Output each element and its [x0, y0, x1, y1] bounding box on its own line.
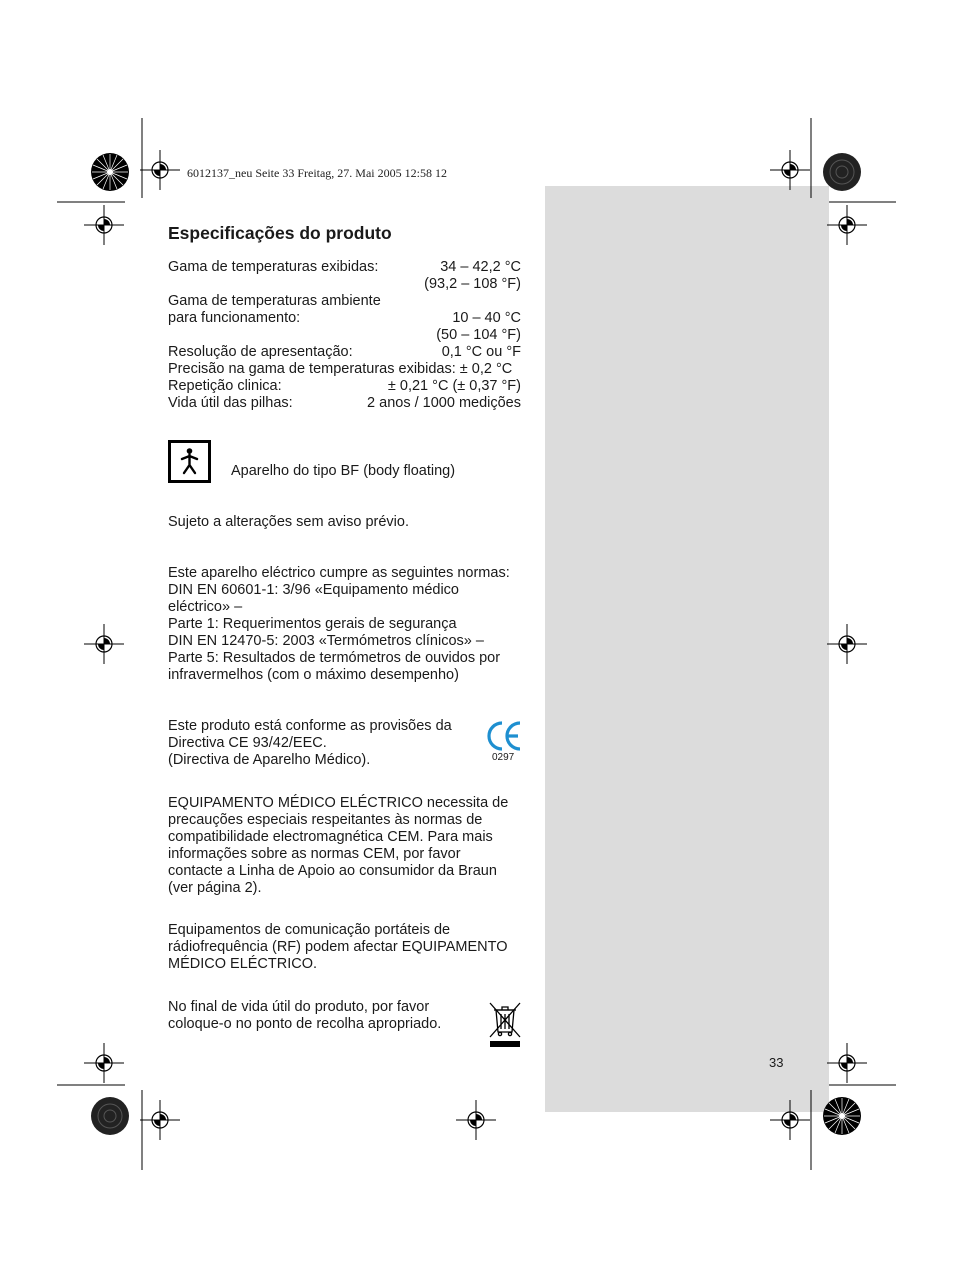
- spec-value: 10 – 40 °C: [452, 310, 521, 326]
- print-slug: 6012137_neu Seite 33 Freitag, 27. Mai 2005 12:58 12: [187, 166, 447, 180]
- paragraph-line: Equipamentos de comunicação portáteis de: [168, 922, 451, 938]
- spec-row: [168, 361, 521, 378]
- paragraph-line: Parte 1: Requerimentos gerais de segurança: [168, 616, 457, 632]
- paragraph-line: Este produto está conforme as provisões da: [168, 718, 452, 734]
- registration-mark-icon: [140, 150, 180, 190]
- spec-value: ± 0,21 °C (± 0,37 °F): [387, 378, 521, 394]
- paragraph-line: (Directiva de Aparelho Médico).: [168, 752, 371, 768]
- spec-label: Resolução de apresentação:: [168, 344, 353, 360]
- paragraph-line: DIN EN 12470-5: 2003 «Termómetros clínicos» –: [168, 633, 484, 649]
- paragraph-line: rádiofrequência (RF) podem afectar EQUIPAMENTO: [168, 939, 508, 955]
- color-bar-wheel-icon: [822, 1096, 862, 1136]
- color-bar-wheel-icon: [90, 152, 130, 192]
- registration-mark-icon: [770, 1100, 810, 1140]
- spec-row: [168, 310, 521, 327]
- registration-mark-icon: [84, 205, 124, 245]
- rf-paragraph: [168, 922, 508, 973]
- change-notice: Sujeto a alterações sem aviso prévio.: [168, 514, 409, 530]
- paragraph-line: contacte a Linha de Apoio ao consumidor da Braun: [168, 863, 497, 879]
- spec-row: [168, 378, 521, 395]
- registration-mark-icon: [827, 205, 867, 245]
- paragraph-line: EQUIPAMENTO MÉDICO ELÉCTRICO necessita de: [168, 795, 509, 811]
- paragraph-line: DIN EN 60601-1: 3/96 «Equipamento médico: [168, 582, 459, 598]
- spec-value: (93,2 – 108 °F): [424, 276, 521, 292]
- spec-value: 34 – 42,2 °C: [440, 259, 521, 275]
- page-title: Especificações do produto: [168, 223, 392, 243]
- page-number: 33: [769, 1055, 784, 1070]
- spec-label: para funcionamento:: [168, 310, 301, 326]
- paragraph-line: compatibilidade electromagnética CEM. Para mais: [168, 829, 493, 845]
- spec-value: (50 – 104 °F): [436, 327, 521, 343]
- ce-mark-icon: [486, 720, 522, 752]
- emc-paragraph: [168, 795, 508, 897]
- spec-row: [168, 276, 521, 293]
- paragraph-line: MÉDICO ELÉCTRICO.: [168, 956, 318, 972]
- paragraph-line: coloque-o no ponto de recolha apropriado.: [168, 1016, 442, 1032]
- disposal-paragraph: [168, 999, 441, 1033]
- ce-paragraph: [168, 718, 452, 769]
- spec-row: [168, 327, 521, 344]
- spec-label: Gama de temperaturas exibidas:: [168, 259, 379, 275]
- paragraph-line: Directiva CE 93/42/EEC.: [168, 735, 327, 751]
- paragraph-line: Este aparelho eléctrico cumpre as seguintes normas:: [168, 565, 510, 581]
- color-bar-wheel-icon: [822, 152, 862, 192]
- paragraph-line: eléctrico» –: [168, 599, 243, 615]
- registration-mark-icon: [456, 1100, 496, 1140]
- spec-row: [168, 293, 521, 310]
- spec-label: Vida útil das pilhas:: [168, 395, 293, 411]
- registration-mark-icon: [827, 624, 867, 664]
- weee-bin-icon: [488, 1000, 522, 1050]
- standards-paragraph: [168, 565, 510, 684]
- registration-mark-icon: [84, 1043, 124, 1083]
- registration-mark-icon: [84, 624, 124, 664]
- paragraph-line: No final de vida útil do produto, por favor: [168, 999, 430, 1015]
- paragraph-line: informações sobre as normas CEM, por favor: [168, 846, 461, 862]
- spec-value: 2 anos / 1000 medições: [367, 395, 521, 411]
- spec-row: [168, 395, 521, 412]
- paragraph-line: Parte 5: Resultados de termómetros de ouvidos por: [168, 650, 501, 666]
- paragraph-line: infravermelhos (com o máximo desempenho): [168, 667, 459, 683]
- spec-label: Gama de temperaturas ambiente: [168, 293, 381, 309]
- registration-mark-icon: [140, 1100, 180, 1140]
- spec-label: Repetição clinica:: [168, 378, 282, 394]
- registration-mark-icon: [770, 150, 810, 190]
- color-bar-wheel-icon: [90, 1096, 130, 1136]
- paragraph-line: (ver página 2).: [168, 880, 262, 896]
- spec-row: [168, 344, 521, 361]
- bf-type-icon: [168, 440, 211, 483]
- spec-row: [168, 259, 521, 276]
- paragraph-line: precauções especiais respeitantes às normas de: [168, 812, 483, 828]
- spec-value: 0,1 °C ou °F: [441, 344, 521, 360]
- ce-number: 0297: [492, 752, 515, 763]
- registration-mark-icon: [827, 1043, 867, 1083]
- bf-label: Aparelho do tipo BF (body floating): [231, 463, 456, 479]
- spec-label: Precisão na gama de temperaturas exibidas: ± 0,2 °C: [168, 361, 513, 377]
